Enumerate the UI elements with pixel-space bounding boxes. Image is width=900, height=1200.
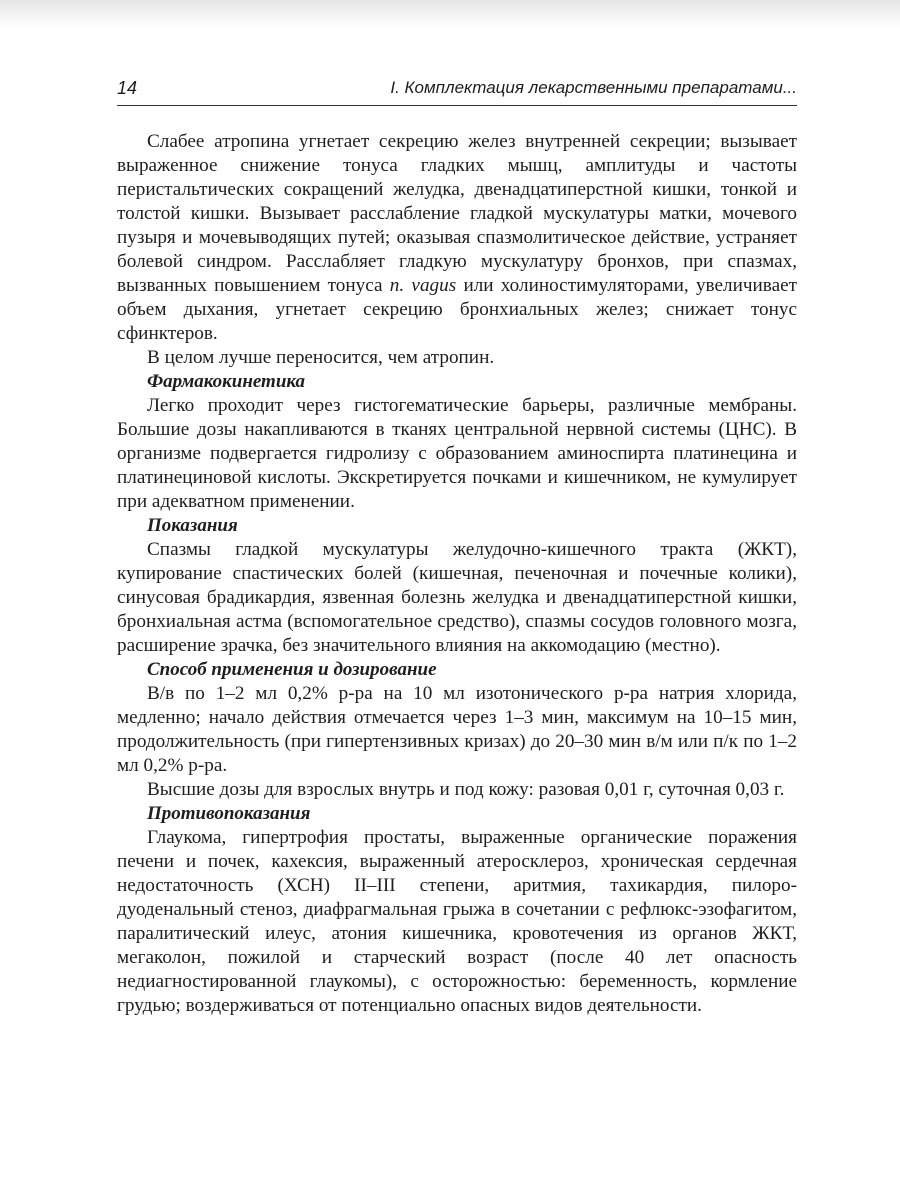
paragraph-action-part1: Слабее атропина угнетает секрецию желез внутренней секреции; вызывает выраженное снижение тонуса гладких мышц, амплитуды и частоты перистальтических сокращений желудка, двенадцатиперстной кишки, тонкой и толстой кишки. Вызывает расслабление гладкой мускулатуры матки, мочевого пузыря и мочевыводящих путей; оказывая спазмолитическое действие, устраняет болевой синдром. Расслабляет гладкую мускулатуру бронхов, при спазмах, вызванных повышением тонуса xyxy=(117,131,797,296)
paragraph-tolerance: В целом лучше переносится, чем атропин. xyxy=(147,347,495,368)
heading-dosage: Способ применения и дозирование xyxy=(147,659,437,680)
paragraph-action-part2: или холиностимуляторами, увеличивает объем дыхания, угнетает секрецию бронхиальных желез; снижает тонус сфинктеров. xyxy=(117,275,797,344)
paragraph-pharmacokinetics: Легко проходит через гистогематические барьеры, различные мембраны. Большие дозы накапливаются в тканях центральной нервной системы (ЦНС). В организме подвергается гидролизу с образованием аминоспирта платинецина и платинециновой кислоты. Экскретируется почками и кишечником, не кумулирует при адекватном применении. xyxy=(117,395,797,512)
heading-contraindications: Противопоказания xyxy=(147,803,311,824)
paragraph-contraindications: Глаукома, гипертрофия простаты, выраженные органические поражения печени и почек, кахексия, выраженный атеросклероз, хроническая сердечная недостаточность (ХСН) II–III степени, аритмия, тахикардия, пилоро-дуоденальный стеноз, диафрагмальная грыжа в сочетании с рефлюкс-эзофагитом, паралитический илеус, атония кишечника, кровотечения из органов ЖКТ, мегаколон, пожилой и старческий возраст (после 40 лет опасность недиагностированной глаукомы), с осторожностью: беременность, кормление грудью; воздерживаться от потенциально опасных видов деятельности. xyxy=(117,827,797,1016)
body-text xyxy=(117,130,797,1018)
latin-term: n. vagus xyxy=(389,275,457,296)
paragraph-dosage: В/в по 1–2 мл 0,2% р-ра на 10 мл изотонического р-ра натрия хлорида, медленно; начало действия отмечается через 1–3 мин, максимум на 10–15 мин, продолжительность (при гипертензивных кризах) до 20–30 мин в/м или п/к по 1–2 мл 0,2% р-ра. xyxy=(117,683,797,776)
paragraph-max-doses: Высшие дозы для взрослых внутрь и под кожу: разовая 0,01 г, суточная 0,03 г. xyxy=(147,779,785,800)
paragraph-indications: Спазмы гладкой мускулатуры желудочно-кишечного тракта (ЖКТ), купирование спастических болей (кишечная, печеночная и почечные колики), синусовая брадикардия, язвенная болезнь желудка и двенадцатиперстной кишки, бронхиальная астма (вспомогательное средство), спазмы сосудов головного мозга, расширение зрачка, без значительного влияния на аккомодацию (местно). xyxy=(117,539,797,656)
page-number: 14 xyxy=(117,78,138,98)
running-title: I. Комплектация лекарственными препаратами... xyxy=(390,78,797,97)
header-rule xyxy=(117,105,797,106)
heading-indications: Показания xyxy=(147,515,238,536)
heading-pharmacokinetics: Фармакокинетика xyxy=(147,371,306,392)
page-top-shadow xyxy=(0,0,900,28)
paragraph-action xyxy=(117,130,797,346)
running-head xyxy=(117,78,797,102)
